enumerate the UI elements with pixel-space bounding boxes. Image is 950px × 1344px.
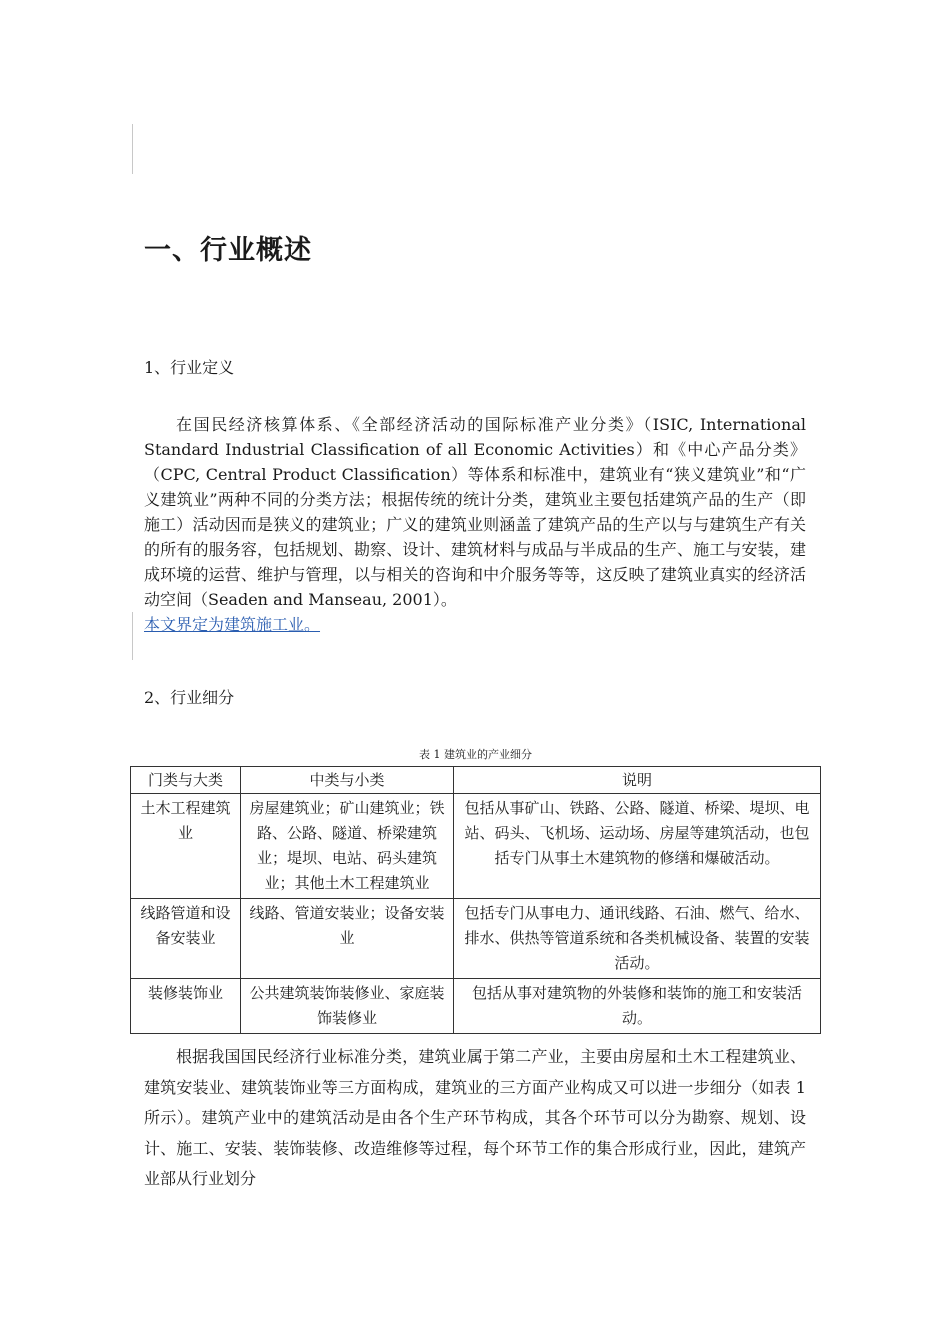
table-row (131, 899, 821, 979)
table-row (131, 794, 821, 899)
industry-segment-table (130, 766, 821, 1034)
subsection-title-definition: 1、行业定义 (144, 358, 235, 377)
cell-category: 土木工程建筑业 (131, 794, 241, 899)
cell-description: 包括专门从事电力、通讯线路、石油、燃气、给水、排水、供热等管道系统和各类机械设备、装置的安装活动。 (454, 899, 821, 979)
table-header-row (131, 767, 821, 794)
cell-description: 包括从事矿山、铁路、公路、隧道、桥梁、堤坝、电站、码头、飞机场、运动场、房屋等建筑活动，也包括专门从事土木建筑物的修缮和爆破活动。 (454, 794, 821, 899)
margin-marker-top (132, 124, 133, 174)
table-caption: 表 1 建筑业的产业细分 (419, 748, 532, 761)
cell-description: 包括从事对建筑物的外装修和装饰的施工和安装活动。 (454, 979, 821, 1034)
classification-paragraph-block (144, 1042, 806, 1195)
table-row (131, 979, 821, 1034)
cell-subcategory: 房屋建筑业；矿山建筑业；铁路、公路、隧道、桥梁建筑业；堤坝、电站、码头建筑业；其他土木工程建筑业 (241, 794, 454, 899)
cell-subcategory: 公共建筑装饰装修业、家庭装饰装修业 (241, 979, 454, 1034)
cell-category: 装修装饰业 (131, 979, 241, 1034)
definition-paragraph-block (144, 412, 806, 637)
header-subcategory: 中类与小类 (241, 767, 454, 794)
cell-category: 线路管道和设备安装业 (131, 899, 241, 979)
scope-link[interactable]: 本文界定为建筑施工业。 (144, 615, 321, 634)
header-description: 说明 (454, 767, 821, 794)
classification-paragraph: 根据我国国民经济行业标准分类，建筑业属于第二产业，主要由房屋和土木工程建筑业、建筑安装业、建筑装饰业等三方面构成，建筑业的三方面产业构成又可以进一步细分（如表 1 所示）。建筑产业中的建筑活动是由各个生产环节构成，其各个环节可以分为勘察、规划、设计、施工、安装、装饰装修、改造维修等过程，每个环节工作的集合形成行业，因此，建筑产业部从行业划分 (144, 1047, 806, 1188)
header-category: 门类与大类 (131, 767, 241, 794)
definition-paragraph: 在国民经济核算体系、《全部经济活动的国际标准产业分类》（ISIC, International Standard Industrial Classification of all Economic Activities）和《中心产品分类》（CPC, Central Product Classification）等体系和标准中，建筑业有“狭义建筑业”和“广义建筑业”两种不同的分类方法；根据传统的统计分类，建筑业主要包括建筑产品的生产（即施工）活动因而是狭义的建筑业；广义的建筑业则涵盖了建筑产品的生产以与与建筑生产有关的所有的服务容，包括规划、勘察、设计、建筑材料与成品与半成品的生产、施工与安装，建成环境的运营、维护与管理，以与相关的咨询和中介服务等等，这反映了建筑业真实的经济活动空间（Seaden and Manseau, 2001）。 (144, 415, 806, 609)
cell-subcategory: 线路、管道安装业；设备安装业 (241, 899, 454, 979)
margin-marker-mid (132, 612, 133, 660)
section-heading: 一、行业概述 (144, 235, 312, 266)
subsection-title-segments: 2、行业细分 (144, 688, 235, 707)
